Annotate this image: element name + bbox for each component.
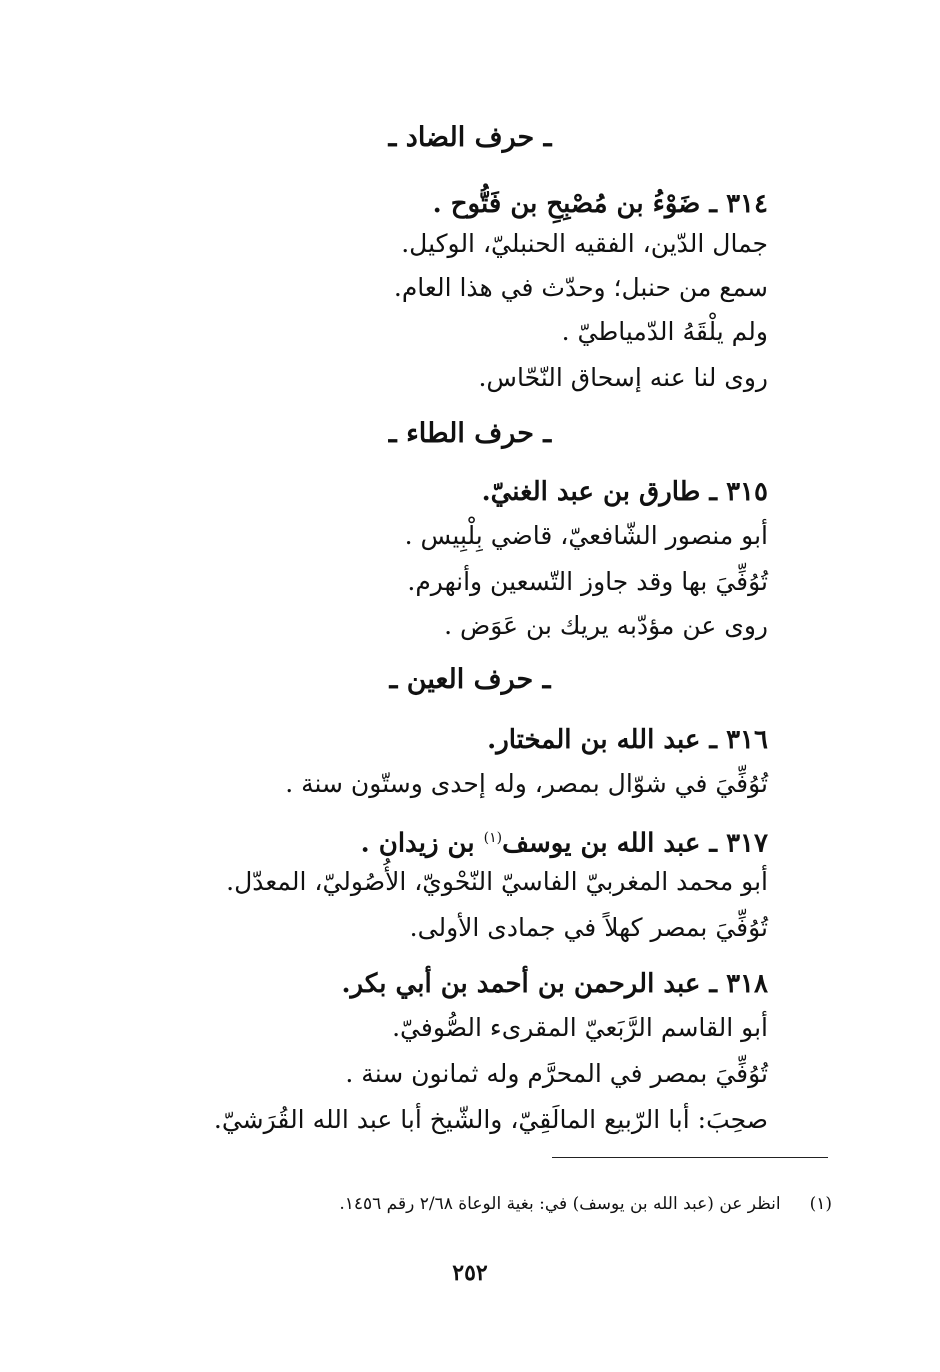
entry-316-line-1: تُوُفِّيَ في شوّال بمصر، وله إحدى وستّون سنة . bbox=[285, 769, 768, 798]
entry-314-line-2: سمع من حنبل؛ وحدّث في هذا العام. bbox=[393, 273, 768, 302]
entry-314-title: ٣١٤ ـ ضَوْءُ بن مُصْبِحِ بن فَتُّوح . bbox=[432, 189, 768, 219]
entry-317-title bbox=[168, 818, 768, 864]
entry-315-line-2: تُوُفِّيَ بها وقد جاوز التّسعين وأنهرم. bbox=[407, 567, 768, 596]
entry-317-title-rest: بن زيدان . bbox=[360, 828, 484, 859]
entry-318-line-2: تُوُفِّيَ بمصر في المحرَّم وله ثمانون سنة . bbox=[345, 1059, 768, 1088]
entry-315-line-3: روى عن مؤدّبه يريك بن عَوَض . bbox=[444, 611, 768, 640]
footnote-number: (١) bbox=[809, 1194, 832, 1214]
entry-316-title: ٣١٦ ـ عبد الله بن المختار. bbox=[487, 725, 768, 755]
entry-318-line-3: صحِبَ: أبا الرّبيع المالَقِيّ، والشّيخ أبا عبد الله القُرَشيّ. bbox=[213, 1105, 768, 1134]
footnote-text: انظر عن (عبد الله بن يوسف) في: بغية الوعاة ٢/٦٨ رقم ١٤٥٦. bbox=[339, 1194, 781, 1214]
entry-315-line-1: أبو منصور الشّافعيّ، قاضي بِلْبِيس . bbox=[404, 521, 768, 550]
entry-315-title: ٣١٥ ـ طارق بن عبد الغنيّ. bbox=[481, 477, 768, 507]
entry-314-line-3: ولم يلْقَهُ الدّمياطيّ . bbox=[561, 317, 768, 346]
entry-318-title: ٣١٨ ـ عبد الرحمن بن أحمد بن أبي بكر. bbox=[341, 969, 768, 999]
section-heading-ayn: ـ حرف العين ـ bbox=[389, 664, 551, 695]
entry-314-line-1: جمال الدّين، الفقيه الحنبليّ، الوكيل. bbox=[401, 229, 768, 258]
footnote-1 bbox=[112, 1190, 832, 1218]
entry-314-line-4: روى لنا عنه إسحاق النّحّاس. bbox=[478, 363, 768, 392]
entry-318-line-1: أبو القاسم الرَّبَعيّ المقرىء الصُّوفيّ. bbox=[392, 1013, 768, 1042]
footnote-divider bbox=[552, 1157, 828, 1158]
section-heading-dad: ـ حرف الضاد ـ bbox=[388, 122, 552, 153]
footnote-ref-1: (١) bbox=[483, 830, 503, 846]
entry-317-line-2: تُوُفِّيَ بمصر كهلاً في جمادى الأولى. bbox=[409, 913, 768, 942]
entry-317-title-main: ٣١٧ ـ عبد الله بن يوسف bbox=[502, 828, 768, 859]
section-heading-ta: ـ حرف الطاء ـ bbox=[388, 418, 552, 449]
page-number: ٢٥٢ bbox=[452, 1260, 488, 1286]
entry-317-line-1: أبو محمد المغربيّ الفاسيّ النّحْويّ، الأُصُوليّ، المعدّل. bbox=[226, 867, 768, 896]
